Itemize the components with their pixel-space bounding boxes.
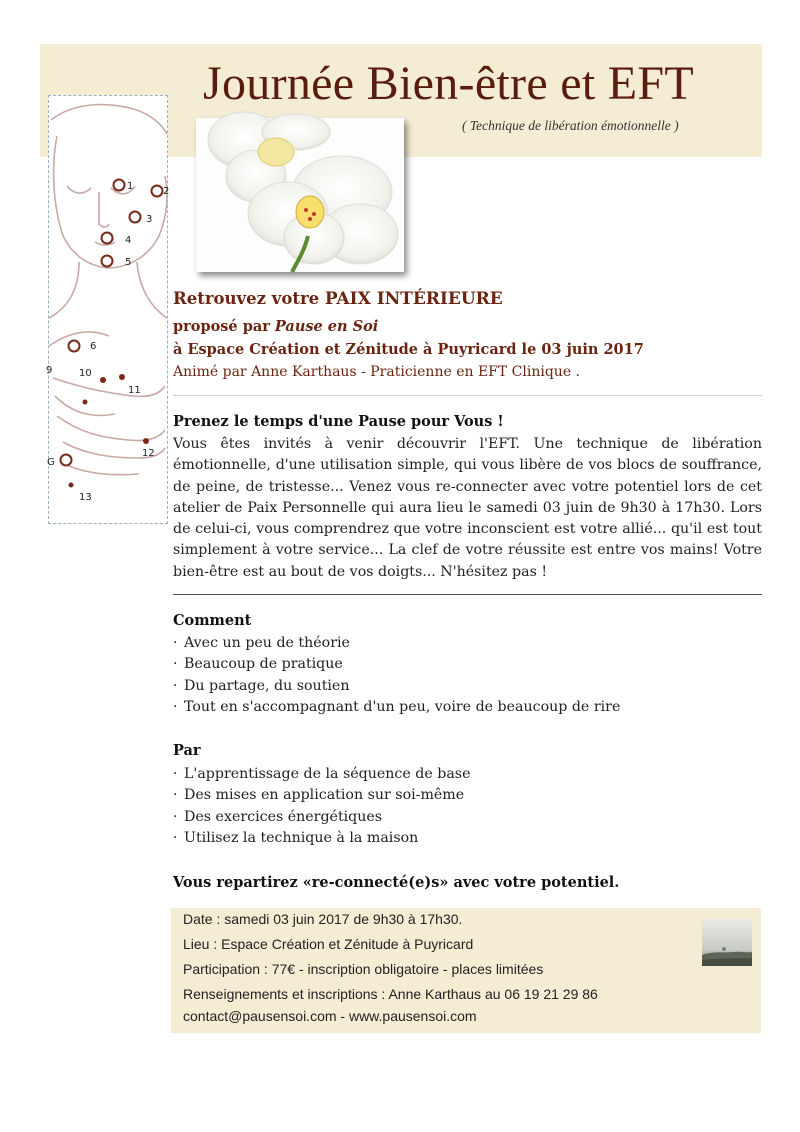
comment-heading: Comment [173,612,252,629]
page-title: Journée Bien-être et EFT [203,57,695,110]
headline-strong: PAIX INTÉRIEURE [324,289,503,309]
info-contact: Renseignements et inscriptions : Anne Karthaus au 06 19 21 29 86 [183,986,598,1002]
intro-paragraph: Vous êtes invités à venir découvrir l'EFT. Une technique de libération émotionnelle, d'une utilisation simple, qui vous libère de vos blocs de souffrance, de peine, de tristesse... Venez vous re-connecter avec votre potentiel lors de cet atelier de Paix Personnelle qui aura lieu le samedi 03 juin de 9h30 à 17h30. Lors de celui-ci, vous comprendrez que votre inconscient est votre allié... qu'il est tout simplement à votre service... La clef de votre réussite est entre vos mains! Votre bien-être est au bout de vos doigts... N'hésitez pas ! [173,436,762,580]
point-label-1: 1 [127,181,134,192]
par-heading: Par [173,742,201,759]
list-item: · Utilisez la technique à la maison [173,829,419,846]
event-location: à Espace Création et Zénitude à Puyricard le 03 juin 2017 [173,341,644,358]
point-label-3: 3 [146,214,153,225]
list-item: · Avec un peu de théorie [173,635,350,651]
point-label-9: 9 [46,365,53,376]
point-label-5: 5 [125,257,132,268]
point-label-6: 6 [90,341,97,352]
list-item: · Des mises en application sur soi-même [173,787,465,804]
orchid-image [196,118,404,272]
list-item: · Tout en s'accompagnant d'un peu, voire de beaucoup de rire [173,698,621,715]
proposed-by-label: proposé par [173,318,275,335]
point-label-10: 10 [79,368,92,379]
info-price: Participation : 77€ - inscription obligatoire - places limitées [183,961,544,977]
page-subtitle: ( Technique de libération émotionnelle ) [462,118,679,133]
divider-middle [173,594,762,595]
par-list [173,764,471,849]
eft-points-illustration [48,95,168,524]
comment-list [173,633,620,718]
point-label-11: 11 [128,385,141,396]
list-item: · Du partage, du soutien [173,677,350,694]
info-date: Date : samedi 03 juin 2017 de 9h30 à 17h30. [183,911,463,927]
point-label-12: 12 [142,448,155,459]
misty-landscape-image [702,919,752,966]
headline-pre: Retrouvez votre [173,289,325,308]
divider-top [173,395,762,396]
intro-heading: Prenez le temps d'une Pause pour Vous ! [173,413,504,430]
point-label-g: G [47,457,55,468]
orchid-flower-drawing [196,118,404,272]
proposed-by-name: Pause en Soi [274,318,379,335]
point-label-13: 13 [79,492,92,503]
face-hand-drawing [46,96,170,523]
proposed-by [173,318,378,335]
point-label-4: 4 [125,235,132,246]
info-place: Lieu : Espace Création et Zénitude à Puyricard [183,936,474,952]
point-label-2: 2 [163,186,170,197]
animator-line: Animé par Anne Karthaus - Praticienne en EFT Clinique . [173,364,580,380]
headline [173,289,503,309]
list-item: · Beaucoup de pratique [173,656,343,673]
list-item: · L'apprentissage de la séquence de base [173,766,471,782]
info-web[interactable]: contact@pausensoi.com - www.pausensoi.com [183,1008,477,1024]
landscape-thumbnail [702,919,752,966]
closing-statement: Vous repartirez «re-connecté(e)s» avec votre potentiel. [173,874,620,891]
list-item: · Des exercices énergétiques [173,808,383,825]
